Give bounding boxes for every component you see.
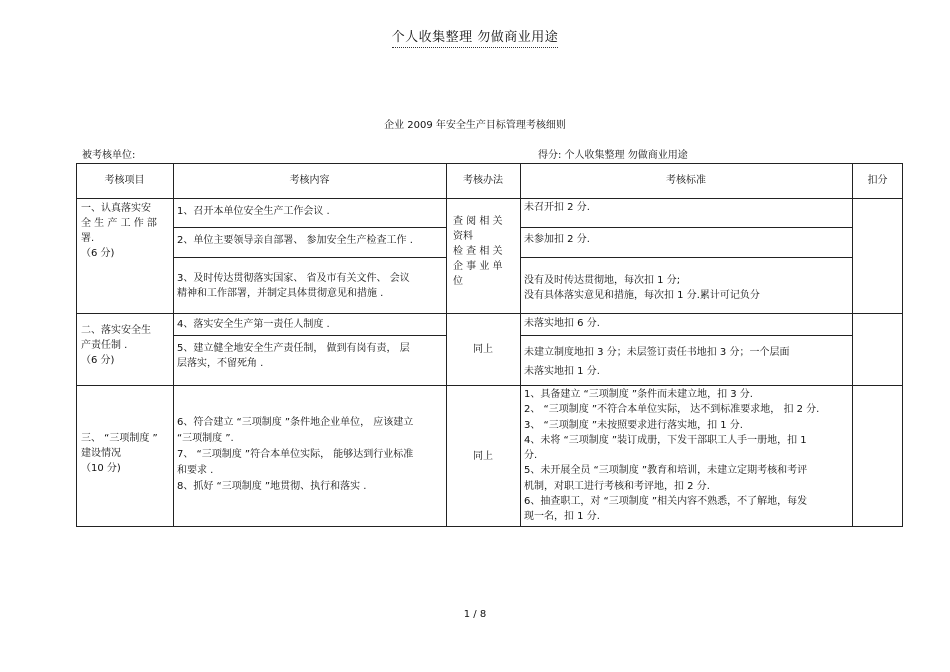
standard-row-3: 没有及时传达贯彻地，每次扣 1 分; 没有具体落实意见和措施，每次扣 1 分.累计可记负分 <box>524 275 760 301</box>
content-row-6-8: 6、符合建立 “三项制度 ”条件地企业单位， 应该建立 “三项制度 ”. 7、 “三项制度 ”符合本单位实际， 能够达到行业标准 和要求 . 8、抓好 “三项制度 ”地贯彻、执行和落实 . <box>177 417 414 492</box>
standard-row-4: 未落实地扣 6 分. <box>524 318 600 329</box>
column-header-content: 考核内容 <box>289 175 330 186</box>
content-row-1: 1、召开本单位安全生产工作会议 . <box>177 206 330 217</box>
standard-row-1: 未召开扣 2 分. <box>524 202 590 213</box>
section-2-method: 同上 <box>473 344 493 355</box>
section-3-method: 同上 <box>473 451 493 462</box>
content-row-3: 3、及时传达贯彻落实国家、 省及市有关文件、 会议 精神和工作部署，并制定具体贯彻意见和措施 . <box>177 273 410 299</box>
section-1-method: 查 阅 相 关 资料 检 查 相 关 企 事 业 单 位 <box>453 216 503 287</box>
page-header: 个人收集整理 勿做商业用途 <box>0 26 950 45</box>
column-header-method: 考核办法 <box>463 175 503 186</box>
content-row-5: 5、建立健全地安全生产责任制， 做到有岗有责， 层 层落实，不留死角 . <box>177 343 410 369</box>
assessed-unit-label: 被考核单位: <box>82 150 136 161</box>
section-3-item: 三、 “三项制度 ” 建设情况 （10 分) <box>81 433 158 474</box>
column-header-standard: 考核标准 <box>666 175 706 186</box>
assessment-table <box>76 163 903 527</box>
standard-row-5: 未建立制度地扣 3 分；未层签订责任书地扣 3 分；一个层面 未落实地扣 1 分. <box>524 347 790 377</box>
section-2-item: 二、落实安全生 产责任制 . （6 分) <box>81 325 151 366</box>
standard-row-2: 未参加扣 2 分. <box>524 234 590 245</box>
content-row-4: 4、落实安全生产第一责任人制度 . <box>177 319 330 330</box>
column-header-item: 考核项目 <box>104 175 145 186</box>
document-title: 企业 2009 年安全生产目标管理考核细则 <box>384 120 566 131</box>
score-label: 得分: 个人收集整理 勿做商业用途 <box>538 150 688 161</box>
column-header-deduction: 扣分 <box>867 175 888 186</box>
standard-rows-6-8: 1、具备建立 “三项制度 ”条件而未建立地，扣 3 分. 2、 “三项制度 ”不符合本单位实际， 达不到标准要求地， 扣 2 分. 3、 “三项制度 ”未按照要求进行落实地，扣 1 分. 4、未将 “三项制度 ”装订成册，下发干部职工人手一册地，扣 1 分. 5、未开展全员 “三项制度 ”教育和培训，未建立定期考核和考评 机制，对职工进行考核和考评地，扣 2 分. 6、抽查职工，对 “三项制度 ”相关内容不熟悉，不了解地，每发 现一名，扣 1 分. <box>524 389 820 523</box>
content-row-2: 2、单位主要领导亲自部署、 参加安全生产检查工作 . <box>177 235 413 246</box>
page-number: 1 / 8 <box>463 609 487 620</box>
section-1-item: 一、认真落实安 全 生 产 工 作 部 署. （6 分) <box>81 203 157 259</box>
